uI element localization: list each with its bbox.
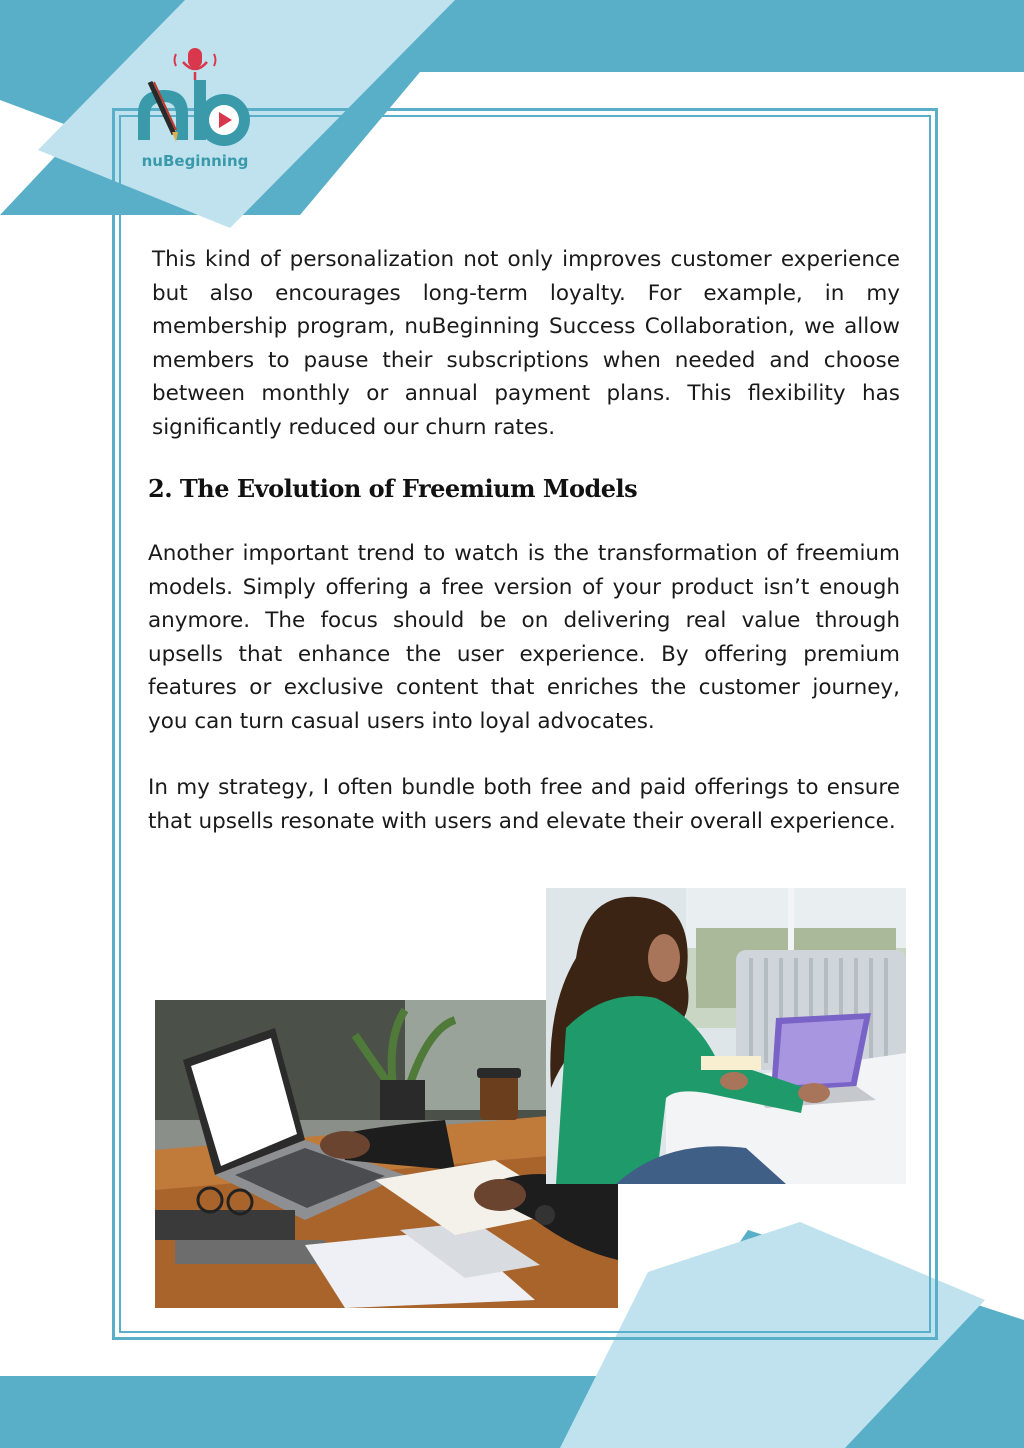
intro-paragraph: This kind of personalization not only improves customer experience but also encourages long-term loyalty. For example, in my membership program, nuBeginning Success Collaboration, we allow members to pause their subscriptions when needed and choose between monthly or annual payment plans. This flexibility has significantly reduced our churn rates.: [152, 247, 900, 440]
woman-laptop-photo: [546, 888, 906, 1184]
microphone-icon: [175, 48, 216, 80]
body-paragraph-strategy: In my strategy, I often bundle both free and paid offerings to ensure that upsells resonate with users and elevate their overall experience.: [148, 775, 900, 834]
brand-logo: [130, 42, 260, 177]
logo-text: nuBeginning: [141, 152, 249, 170]
body-paragraph-freemium: Another important trend to watch is the transformation of freemium models. Simply offering a free version of your product isn’t enough anymore. The focus should be on delivering real value through upsells that enhance the user experience. By offering premium features or exclusive content that enriches the customer journey, you can turn casual users into loyal advocates.: [148, 541, 900, 734]
section-heading: 2. The Evolution of Freemium Models: [148, 474, 638, 503]
